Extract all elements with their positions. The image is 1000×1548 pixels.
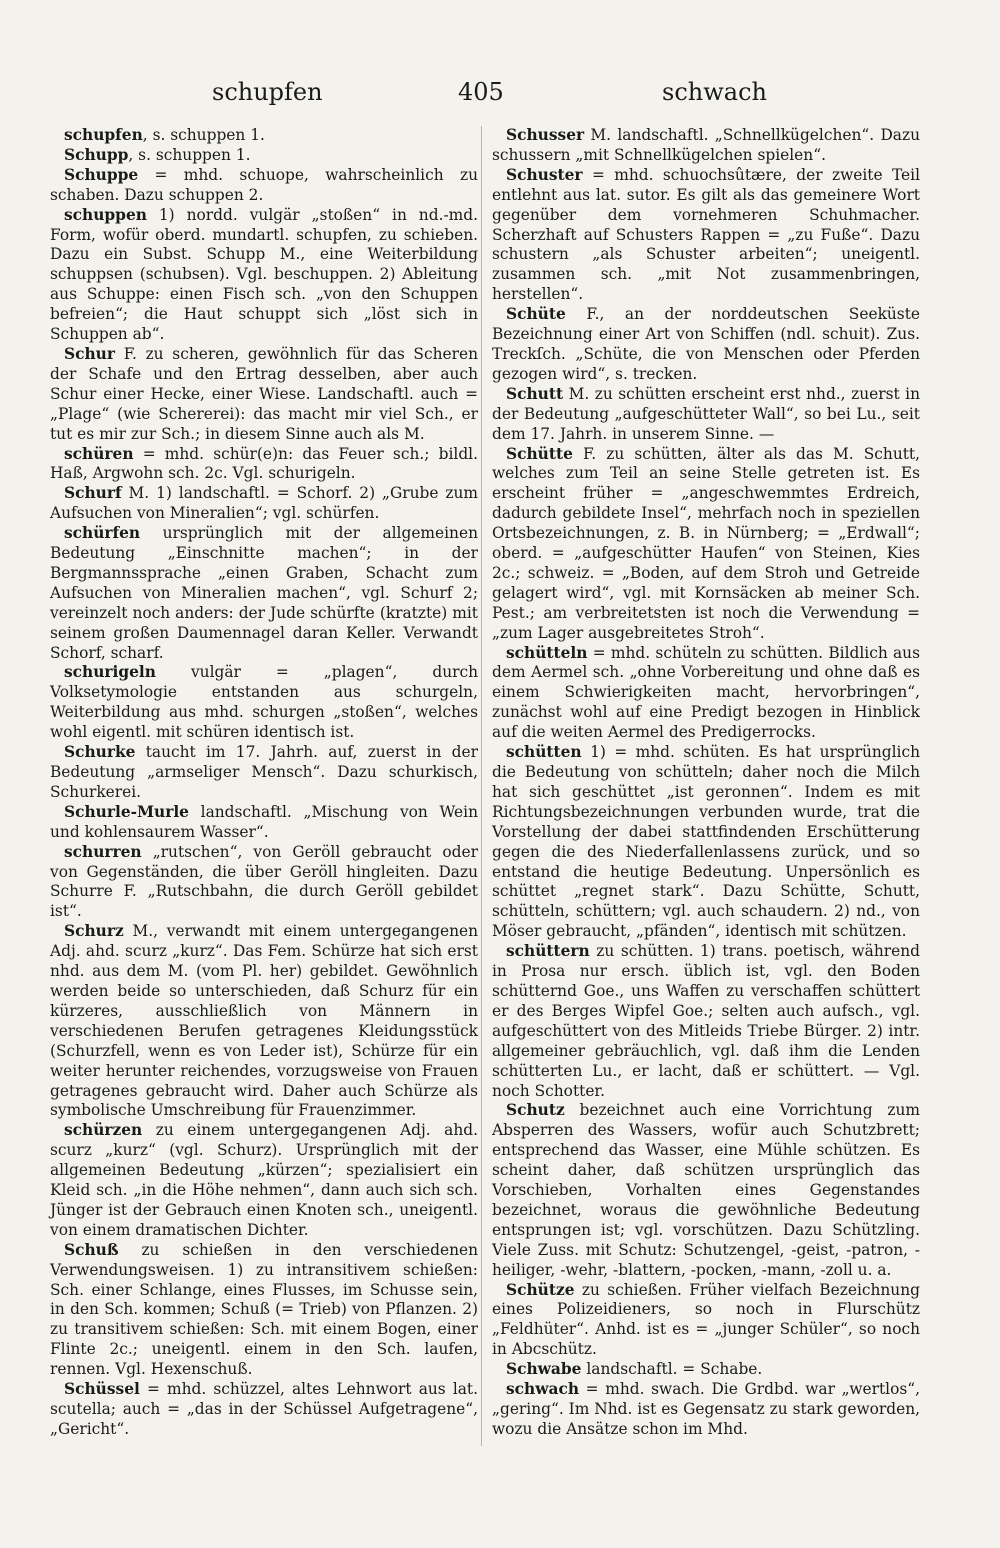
entry-headword: Schutt — [506, 384, 564, 403]
dictionary-entry — [50, 345, 478, 445]
dictionary-entry — [50, 206, 478, 345]
entry-headword: Schuß — [64, 1240, 119, 1259]
entry-headword: Schuppe — [64, 165, 139, 184]
entry-definition: F. zu schütten, älter als das M. Schutt, welches zum Teil an seine Stelle getreten ist. Es erscheint früher = „angeschwemmtes Erdreich, dadurch gebildete Insel“, mehrfach noch in speziellen Ortsbezeichnungen, z. B. in Nürnberg; = „Erdwall“; oberd. = „aufgeschütter Haufen“ von Steinen, Kies 2c.; schweiz. = „Boden, auf dem Stroh und Getreide gelagert wird“, vgl. mit Kornsäcken ab meiner Sch. Pest.; am verbreitetsten ist noch die Verwendung = „zum Lager ausgebreitetes Stroh“. — [492, 444, 920, 642]
dictionary-entry — [50, 484, 478, 524]
dictionary-entry — [50, 663, 478, 743]
entry-headword: schüttern — [506, 942, 590, 961]
entry-headword: schüren — [64, 444, 134, 463]
entry-definition: taucht im 17. Jahrh. auf, zuerst in der Bedeutung „armseliger Mensch“. Dazu schurkisch, Schurkerei. — [50, 743, 478, 801]
entry-headword: schupfen — [64, 126, 143, 144]
dictionary-entry — [50, 922, 478, 1121]
entry-headword: Schüte — [506, 305, 566, 324]
entry-definition: M. 1) landschaftl. = Schorf. 2) „Grube zum Aufsuchen von Mineralien“; vgl. schürfen. — [50, 484, 478, 523]
entry-definition: , s. schuppen 1. — [128, 145, 251, 164]
entry-headword: Schur — [64, 344, 115, 363]
entry-headword: schütteln — [506, 643, 588, 662]
dictionary-entry — [50, 1121, 478, 1240]
entry-headword: Schusser — [506, 126, 585, 144]
entry-headword: Schurke — [64, 743, 136, 762]
dictionary-entry — [492, 743, 920, 942]
dictionary-entry — [50, 445, 478, 485]
entry-definition: = mhd. schuope, wahrscheinlich zu schaben. Dazu schuppen 2. — [50, 165, 478, 204]
left-running-headword: schupfen — [212, 78, 323, 106]
entry-definition: = mhd. swach. Die Grdbd. war „wertlos“, „gering“. Im Nhd. ist es Gegensatz zu stark geworden, wozu die Ansätze schon im Mhd. — [492, 1380, 920, 1438]
dictionary-entry — [50, 1380, 478, 1440]
dictionary-entry — [492, 942, 920, 1101]
entry-headword: schurigeln — [64, 663, 156, 682]
dictionary-entry — [50, 146, 478, 166]
entry-definition: bezeichnet auch eine Vorrichtung zum Absperren des Wassers, wofür auch Schutzbrett; entsprechend das Wasser, eine Mühle schützen. Es scheint daher, daß schützen ursprünglich das Vorschieben, Vorhalten eines Gegenstandes bezeichnet, woraus die gewöhnliche Bedeutung entsprungen ist; vgl. vorschützen. Dazu Schützling. Viele Zuss. mit Schutz: Schutzengel, -geist, -patron, -heiliger, -wehr, -blattern, -pocken, -mann, -zoll u. a. — [492, 1101, 920, 1279]
dictionary-entry — [50, 166, 478, 206]
dictionary-entry — [50, 126, 478, 146]
dictionary-entry — [50, 803, 478, 843]
entry-headword: Schuster — [506, 165, 583, 184]
entry-definition: M. landschaftl. „Schnellkügelchen“. Dazu schussern „mit Schnellkügelchen spielen“. — [492, 126, 920, 164]
entry-definition: 1) = mhd. schüten. Es hat ursprünglich die Bedeutung von schütteln; daher noch die Milch hat sich geschüttet „ist geronnen“. Indem es mit Richtungsbezeichnungen verbunden wurde, trat die Vorstellung der dabei stattfindenden Erschütterung gegen die des Niederfallenlassens zurück, und so entstand die heutige Bedeutung. Unpersönlich es schüttet „regnet stark“. Dazu Schütte, Schutt, schütteln, schüttern; vgl. auch schaudern. 2) nd., von Möser gebraucht, „pfänden“, identisch mit schützen. — [492, 743, 920, 941]
entry-headword: Schupp — [64, 145, 129, 164]
entry-headword: schuppen — [64, 205, 147, 224]
column-divider — [481, 126, 482, 1446]
entry-definition: ursprünglich mit der allgemeinen Bedeutung „Einschnitte machen“; in der Bergmannssprache „einen Graben, Schacht zum Aufsuchen von Mineralien machen“, vgl. Schurf 2; vereinzelt noch anders: der Jude schürfte (kratzte) mit seinem großen Daumennagel daran Keller. Verwandt Schorf, scharf. — [50, 524, 478, 662]
entry-definition: = mhd. schuochsûtære, der zweite Teil entlehnt aus lat. sutor. Es gilt als das gemeinere Wort gegenüber dem vornehmeren Schuhmacher. Scherzhaft auf Schusters Rappen = „zu Fuße“. Dazu schustern „als Schuster arbeiten“; uneigentl. zusammen sch. „mit Not zusammenbringen, herstellen“. — [492, 165, 920, 304]
dictionary-entry — [50, 843, 478, 923]
entry-definition: = mhd. schüteln zu schütten. Bildlich aus dem Aermel sch. „ohne Vorbereitung und ohne daß es einem Schwierigkeiten macht, hervorbringen“, zunächst wohl auf eine Predigt bezogen in Hinblick auf die weiten Aermel des Predigerrocks. — [492, 643, 920, 742]
dictionary-entry — [492, 1360, 920, 1380]
dictionary-entry — [492, 305, 920, 385]
dictionary-entry — [492, 385, 920, 445]
page-number: 405 — [458, 78, 504, 106]
entry-definition: , s. schuppen 1. — [142, 126, 265, 144]
dictionary-entry — [492, 1281, 920, 1361]
right-column — [492, 126, 920, 1440]
page-header — [50, 78, 920, 118]
dictionary-entry — [492, 445, 920, 644]
entry-headword: schürfen — [64, 524, 141, 543]
left-column — [50, 126, 478, 1440]
entry-headword: Schütze — [506, 1280, 575, 1299]
entry-headword: Schurz — [64, 922, 124, 941]
dictionary-entry — [50, 743, 478, 803]
entry-definition: zu schießen. Früher vielfach Bezeichnung eines Polizeidieners, so noch in Flurschütz „Feldhüter“. Anhd. ist es = „junger Schüler“, so noch in Abcschütz. — [492, 1280, 920, 1359]
dictionary-entry — [492, 1101, 920, 1280]
entry-headword: Schurle-Murle — [64, 802, 189, 821]
entry-definition: = mhd. schür(e)n: das Feuer sch.; bildl. Haß, Argwohn sch. 2c. Vgl. schurigeln. — [50, 444, 478, 483]
entry-definition: landschaftl. „Mischung von Wein und kohlensaurem Wasser“. — [50, 802, 478, 841]
entry-definition: F. zu scheren, gewöhnlich für das Scheren der Schafe und den Ertrag desselben, aber auch Schur einer Hecke, einer Wiese. Landschaftl. auch = „Plage“ (wie Schererei): das macht mir viel Sch., er tut es mir zur Sch.; in diesem Sinne auch als M. — [50, 344, 478, 443]
right-running-headword: schwach — [662, 78, 767, 106]
dictionary-entry — [492, 644, 920, 744]
entry-definition: landschaftl. = Schabe. — [581, 1360, 763, 1379]
entry-headword: Schutz — [506, 1101, 565, 1120]
entry-headword: Schütte — [506, 444, 573, 463]
entry-definition: = mhd. schüzzel, altes Lehnwort aus lat. scutella; auch = „das in der Schüssel Aufgetragene“, „Gericht“. — [50, 1380, 478, 1438]
dictionary-entry — [492, 126, 920, 166]
entry-definition: M. zu schütten erscheint erst nhd., zuerst in der Bedeutung „aufgeschütteter Wall“, so bei Lu., seit dem 17. Jahrh. in unserem Sinne. — — [492, 384, 920, 443]
entry-headword: schürzen — [64, 1121, 143, 1140]
entry-headword: Schüssel — [64, 1380, 140, 1399]
dictionary-entry — [50, 524, 478, 663]
entry-headword: schütten — [506, 743, 582, 762]
entry-headword: Schwabe — [506, 1360, 582, 1379]
entry-definition: zu schießen in den verschiedenen Verwendungsweisen. 1) zu intransitivem schießen: Sch. einer Schlange, eines Flusses, im Schusse sein, in den Sch. kommen; Schuß (= Trieb) von Pflanzen. 2) zu transitivem schießen: Sch. mit einem Bogen, einer Flinte 2c.; uneigentl. einem in den Sch. laufen, rennen. Vgl. Hexenschuß. — [50, 1240, 478, 1379]
entry-definition: zu einem untergegangenen Adj. ahd. scurz „kurz“ (vgl. Schurz). Ursprünglich mit der allgemeinen Bedeutung „kürzen“; spezialisiert ein Kleid sch. „in die Höhe nehmen“, dann auch sich sch. Jünger ist der Gebrauch einen Knoten sch., uneigentl. von einem dramatischen Dichter. — [50, 1121, 478, 1239]
entry-definition: „rutschen“, von Geröll gebraucht oder von Gegenständen, die über Geröll hingleiten. Dazu Schurre F. „Rutschbahn, die durch Geröll gebildet ist“. — [50, 842, 478, 921]
entry-headword: schurren — [64, 842, 142, 861]
entry-headword: Schurf — [64, 484, 122, 503]
dictionary-entry — [492, 1380, 920, 1440]
entry-definition: F., an der norddeutschen Seeküste Bezeichnung einer Art von Schiffen (ndl. schuit). Zus. Treckſch. „Schüte, die von Menschen oder Pferden gezogen wird“, s. trecken. — [492, 305, 920, 383]
entry-headword: schwach — [506, 1380, 580, 1399]
entry-definition: M., verwandt mit einem untergegangenen Adj. ahd. scurz „kurz“. Das Fem. Schürze hat sich erst nhd. aus dem M. (vom Pl. her) gebildet. Gewöhnlich werden beide so unterschieden, daß Schurz für ein kürzeres, ausschließlich von Männern in verschiedenen Berufen getragenes Kleidungsstück (Schurzfell, wenn es von Leder ist), Schürze für ein weiter herunter reichendes, vorzugsweise von Frauen getragenes gebraucht wird. Daher auch Schürze als symbolische Umschreibung für Frauenzimmer. — [50, 922, 478, 1120]
dictionary-entry — [50, 1241, 478, 1380]
entry-definition: vulgär = „plagen“, durch Volksetymologie entstanden aus schurgeln, Weiterbildung aus mhd. schurgen „stoßen“, welches wohl eigentl. mit schüren identisch ist. — [50, 663, 478, 742]
entry-definition: 1) nordd. vulgär „stoßen“ in nd.-md. Form, wofür oberd. mundartl. schupfen, zu schieben. Dazu ein Subst. Schupp M., eine Weiterbildung schuppsen (schubsen). Vgl. beschuppen. 2) Ableitung aus Schuppe: einen Fisch sch. „von den Schuppen befreien“; die Haut schuppt sich „löst sich in Schuppen ab“. — [50, 205, 478, 344]
entry-definition: zu schütten. 1) trans. poetisch, während in Prosa nur ersch. üblich ist, vgl. den Boden schütternd Goe., uns Waffen zu verschaffen schüttert er des Berges Wipfel Goe.; selten auch aufsch., vgl. aufgeschüttert von des Mitleids Triebe Bürger. 2) intr. allgemeiner gebräuchlich, vgl. daß ihm die Lenden schütterten Lu., er lacht, daß er schüttert. — Vgl. noch Schotter. — [492, 942, 920, 1100]
dictionary-entry — [492, 166, 920, 305]
